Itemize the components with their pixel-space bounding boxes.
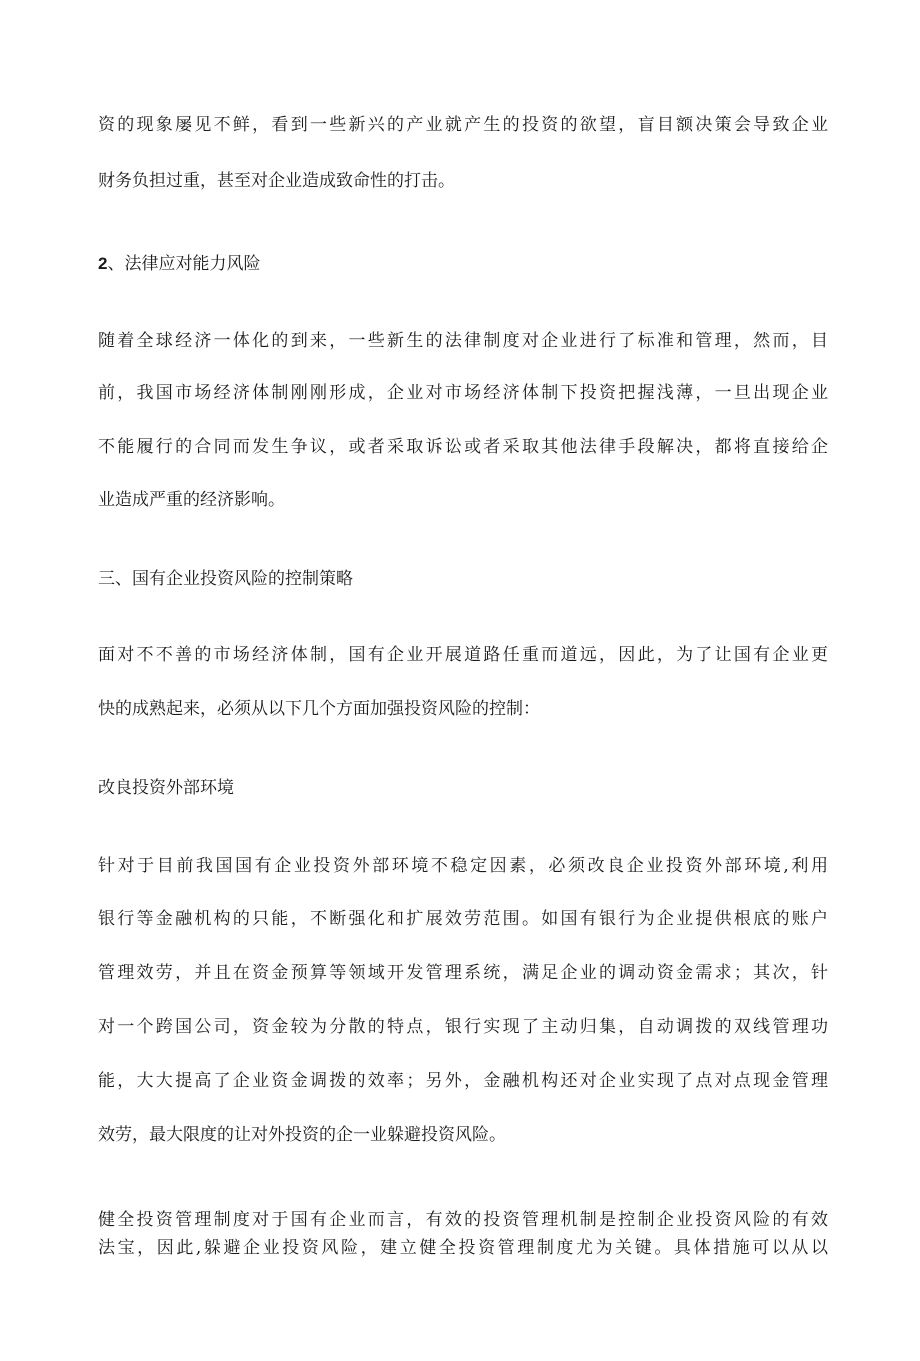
paragraph-2-line-3: 不能履行的合同而发生争议，或者采取诉讼或者采取其他法律手段解决，都将直接给企 [98, 437, 828, 457]
paragraph-4-line-2: 银行等金融机构的只能，不断强化和扩展效劳范围。如国有银行为企业提供根底的账户 [98, 909, 828, 929]
section-heading-control-strategy: 三、国有企业投资风险的控制策略 [98, 569, 353, 589]
paragraph-5-line-1: 健全投资管理制度对于国有企业而言，有效的投资管理机制是控制企业投资风险的有效 [98, 1210, 828, 1230]
paragraph-1-line-1: 资的现象屡见不鲜，看到一些新兴的产业就产生的投资的欲望，盲目额决策会导致企业 [98, 115, 828, 135]
subheading-external-environment: 改良投资外部环境 [98, 778, 234, 798]
paragraph-2-line-4: 业造成严重的经济影响。 [98, 490, 285, 510]
paragraph-2-line-1: 随着全球经济一体化的到来，一些新生的法律制度对企业进行了标准和管理，然而，目 [98, 331, 828, 351]
heading-title: 、法律应对能力风险 [107, 254, 261, 274]
paragraph-4-line-1: 针对于目前我国国有企业投资外部环境不稳定因素，必须改良企业投资外部环境,利用 [98, 856, 828, 876]
paragraph-3-line-1: 面对不不善的市场经济体制，国有企业开展道路任重而道远，因此，为了让国有企业更 [98, 645, 828, 665]
section-heading-legal-risk [98, 253, 828, 275]
paragraph-4-line-3: 管理效劳，并且在资金预算等领域开发管理系统，满足企业的调动资金需求；其次，针 [98, 963, 828, 983]
paragraph-4-line-4: 对一个跨国公司，资金较为分散的特点，银行实现了主动归集，自动调拨的双线管理功 [98, 1017, 828, 1037]
paragraph-4-line-6: 效劳，最大限度的让对外投资的企一业躲避投资风险。 [98, 1125, 506, 1145]
heading-number: 2 [98, 254, 108, 273]
paragraph-5-line-2: 法宝，因此,躲避企业投资风险，建立健全投资管理制度尤为关键。具体措施可以从以 [98, 1238, 828, 1258]
paragraph-2-line-2: 前，我国市场经济体制刚刚形成，企业对市场经济体制下投资把握浅薄，一旦出现企业 [98, 383, 828, 403]
paragraph-4-line-5: 能，大大提高了企业资金调拨的效率；另外，金融机构还对企业实现了点对点现金管理 [98, 1071, 828, 1091]
paragraph-1-line-2: 财务负担过重，甚至对企业造成致命性的打击。 [98, 171, 455, 191]
paragraph-3-line-2: 快的成熟起来，必须从以下几个方面加强投资风险的控制： [98, 699, 540, 719]
